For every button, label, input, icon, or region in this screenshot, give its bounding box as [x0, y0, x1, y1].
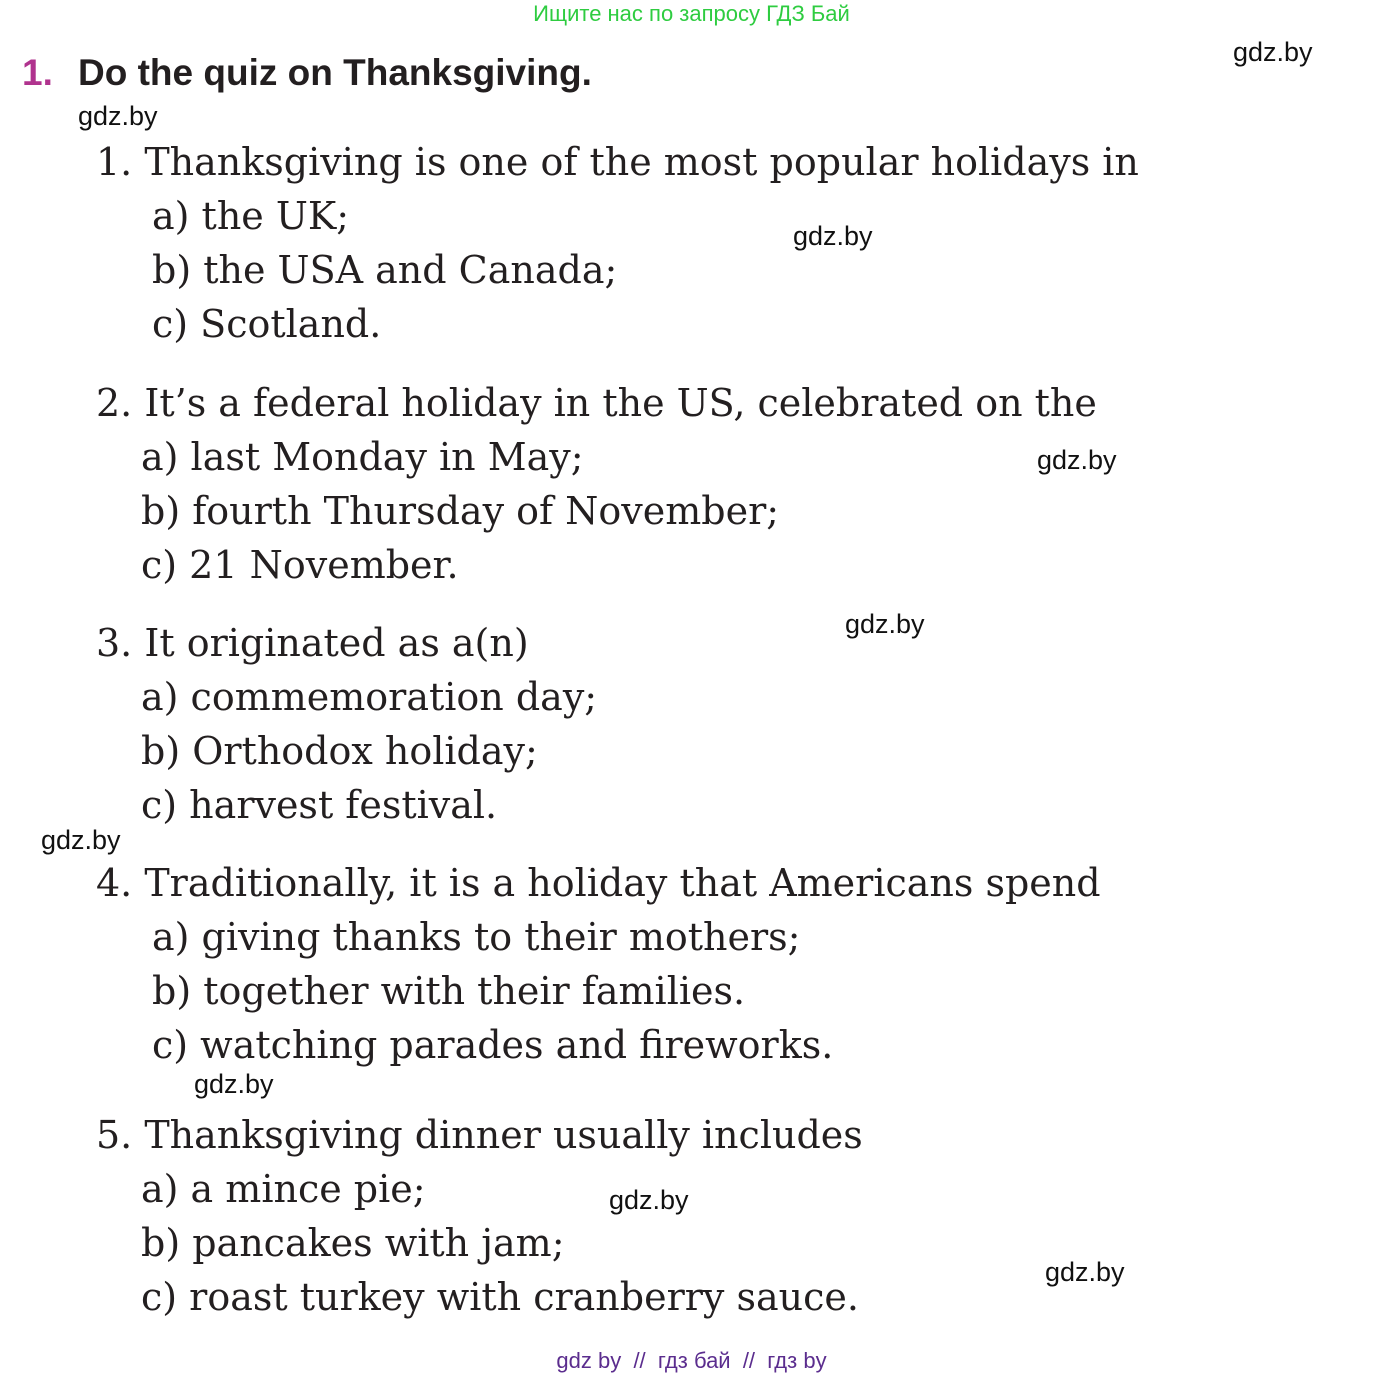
question-2-option-b: b) fourth Thursday of November;	[141, 489, 780, 533]
watermark: gdz.by	[609, 1185, 689, 1215]
exercise-heading	[22, 50, 592, 96]
question-3: 3. It originated as a(n)	[96, 621, 529, 665]
exercise-number: 1.	[22, 52, 53, 93]
question-3-option-b: b) Orthodox holiday;	[141, 729, 538, 773]
question-5-option-a: a) a mince pie;	[141, 1167, 426, 1211]
question-4-option-b: b) together with their families.	[152, 969, 746, 1013]
question-4-option-c: c) watching parades and fireworks.	[152, 1023, 834, 1067]
question-3-option-a: a) commemoration day;	[141, 675, 598, 719]
question-3-option-c: c) harvest festival.	[141, 783, 498, 827]
question-5-option-b: b) pancakes with jam;	[141, 1221, 565, 1265]
question-5: 5. Thanksgiving dinner usually includes	[96, 1113, 863, 1157]
question-4: 4. Traditionally, it is a holiday that Americans spend	[96, 861, 1101, 905]
watermark: gdz.by	[1037, 445, 1117, 475]
question-1-option-a: a) the UK;	[152, 194, 350, 238]
watermark: gdz.by	[41, 825, 121, 855]
watermark: gdz.by	[194, 1069, 274, 1099]
watermark: gdz.by	[793, 221, 873, 251]
question-1-option-c: c) Scotland.	[152, 302, 382, 346]
watermark: gdz.by	[1233, 37, 1313, 67]
question-5-option-c: c) roast turkey with cranberry sauce.	[141, 1275, 859, 1319]
question-2: 2. It’s a federal holiday in the US, celebrated on the	[96, 381, 1097, 425]
question-2-option-a: a) last Monday in May;	[141, 435, 584, 479]
exercise-title: Do the quiz on Thanksgiving.	[78, 52, 592, 93]
question-1: 1. Thanksgiving is one of the most popular holidays in	[96, 140, 1139, 184]
footer-watermark: gdz by // гдз бай // гдз by	[556, 1348, 827, 1373]
watermark: gdz.by	[845, 609, 925, 639]
question-1-option-b: b) the USA and Canada;	[152, 248, 618, 292]
watermark: gdz.by	[78, 101, 158, 131]
question-4-option-a: a) giving thanks to their mothers;	[152, 915, 801, 959]
top-banner: Ищите нас по запросу ГДЗ Бай	[533, 1, 850, 26]
watermark: gdz.by	[1045, 1257, 1125, 1287]
question-2-option-c: c) 21 November.	[141, 543, 459, 587]
